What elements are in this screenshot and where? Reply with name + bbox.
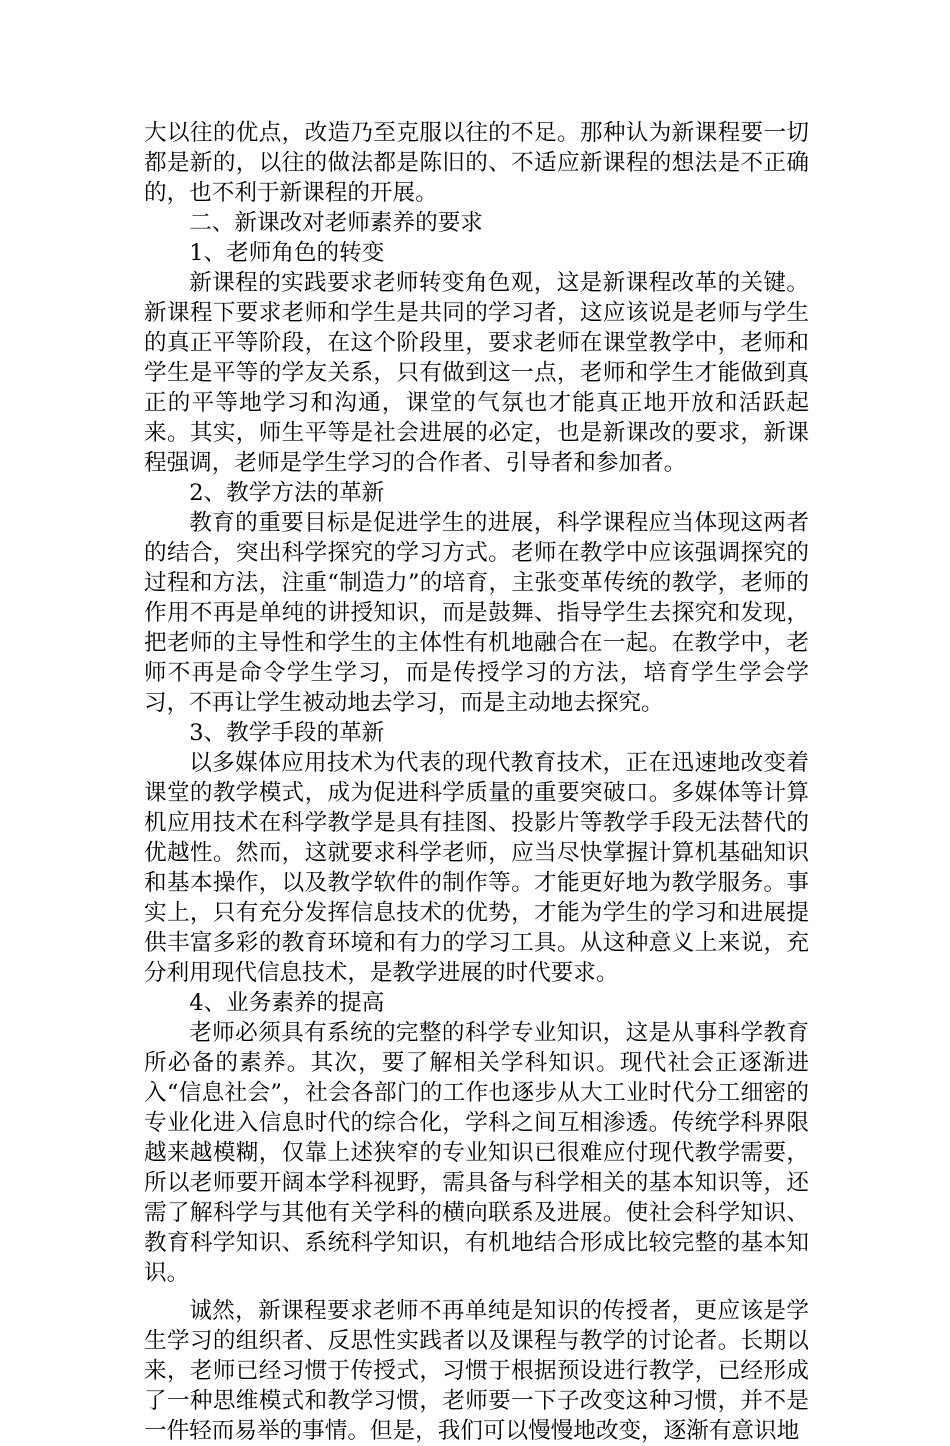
- section-heading-requirements: 二、新课改对老师素养的要求: [189, 210, 483, 236]
- subheading-professional-quality: 4、业务素养的提高: [189, 990, 385, 1016]
- subheading-teacher-role: 1、老师角色的转变: [189, 240, 385, 266]
- paragraph-professional-quality: 老师必须具有系统的完整的科学专业知识，这是从事科学教育所必备的素养。其次，要了解相关学科知识。现代社会正逐渐进入“信息社会”，社会各部门的工作也逐步从大工业时代分工细密的专业化进入信息时代的综合化，学科之间互相渗透。传统学科界限越来越模糊，仅靠上述狭窄的专业知识已很难应付现代教学需要，所以老师要开阔本学科视野，需具备与科学相关的基本知识等，还需了解科学与其他有关学科的横向联系及进展。使社会科学知识、教育科学知识、系统科学知识，有机地结合形成比较完整的基本知识。: [144, 1020, 809, 1286]
- document-page: [144, 118, 809, 1446]
- paragraph-continued: 大以往的优点，改造乃至克服以往的不足。那种认为新课程要一切都是新的，以往的做法都是陈旧的、不适应新课程的想法是不正确的，也不利于新课程的开展。: [144, 120, 809, 206]
- paragraph-teaching-means: 以多媒体应用技术为代表的现代教育技术，正在迅速地改变着课堂的教学模式，成为促进科学质量的重要突破口。多媒体等计算机应用技术在科学教学是具有挂图、投影片等教学手段无法替代的优越性。然而，这就要求科学老师，应当尽快掌握计算机基础知识和基本操作，以及教学软件的制作等。才能更好地为教学服务。事实上，只有充分发挥信息技术的优势，才能为学生的学习和进展提供丰富多彩的教育环境和有力的学习工具。从这种意义上来说，充分利用现代信息技术，是教学进展的时代要求。: [144, 750, 809, 986]
- paragraph-teaching-method: 教育的重要目标是促进学生的进展，科学课程应当体现这两者的结合，突出科学探究的学习方式。老师在教学中应该强调探究的过程和方法，注重“制造力”的培育，主张变革传统的教学，老师的作用不再是单纯的讲授知识，而是鼓舞、指导学生去探究和发现，把老师的主导性和学生的主体性有机地融合在一起。在教学中，老师不再是命令学生学习，而是传授学习的方法，培育学生学会学习，不再让学生被动地去学习，而是主动地去探究。: [144, 510, 809, 716]
- paragraph-teacher-role: 新课程的实践要求老师转变角色观，这是新课程改革的关键。新课程下要求老师和学生是共同的学习者，这应该说是老师与学生的真正平等阶段，在这个阶段里，要求老师在课堂教学中，老师和学生是平等的学友关系，只有做到这一点，老师和学生才能做到真正的平等地学习和沟通，课堂的气氛也才能真正地开放和活跃起来。其实，师生平等是社会进展的必定，也是新课改的要求，新课程强调，老师是学生学习的合作者、引导者和参加者。: [144, 270, 809, 476]
- subheading-teaching-means: 3、教学手段的革新: [189, 720, 385, 746]
- paragraph-conclusion: 诚然，新课程要求老师不再单纯是知识的传授者，更应该是学生学习的组织者、反思性实践者以及课程与教学的讨论者。长期以来，老师已经习惯于传授式，习惯于根据预设进行教学，已经形成了一种思维模式和教学习惯，老师要一下子改变这种习惯，并不是一件轻而易举的事情。但是，我们可以慢慢地改变，逐渐有意识地: [144, 1298, 809, 1444]
- subheading-teaching-method: 2、教学方法的革新: [189, 480, 385, 506]
